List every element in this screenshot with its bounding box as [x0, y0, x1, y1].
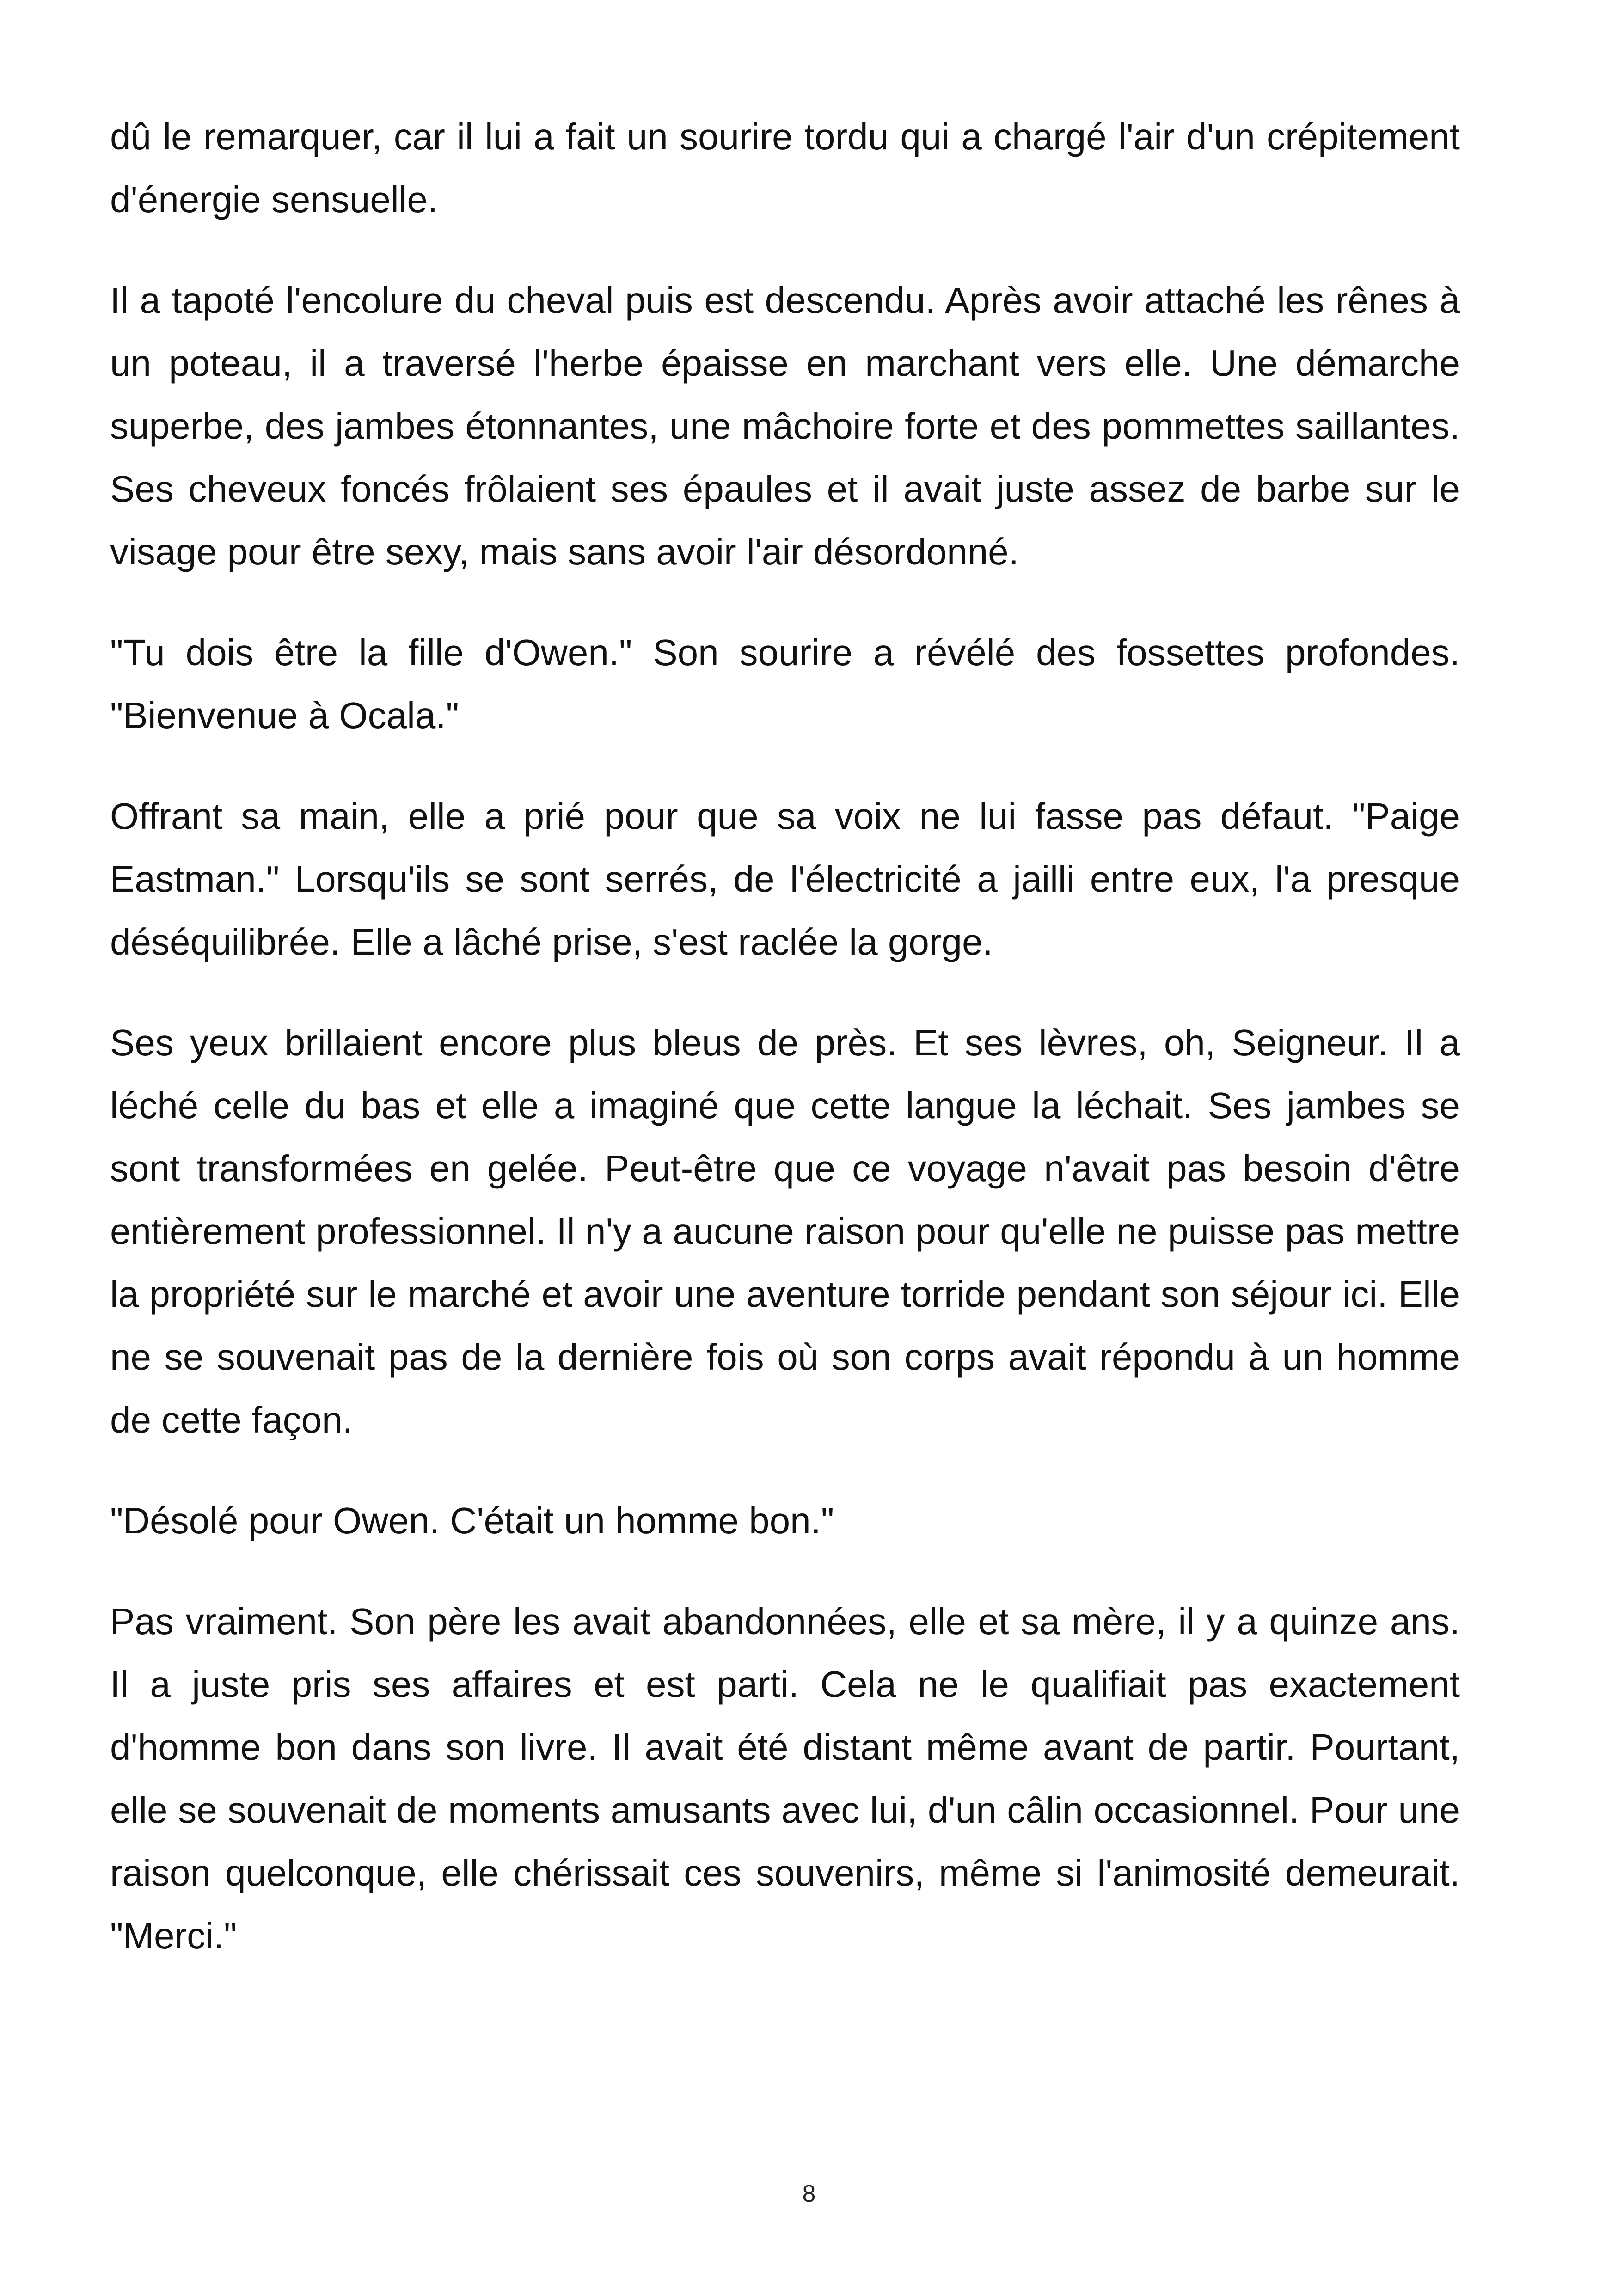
paragraph-1: dû le remarquer, car il lui a fait un sourire tordu qui a chargé l'air d'un crépitement d'énergie sensuelle. — [110, 116, 1460, 220]
body-text — [110, 105, 1460, 2005]
paragraph-4: Offrant sa main, elle a prié pour que sa voix ne lui fasse pas défaut. "Paige Eastman." Lorsqu'ils se sont serrés, de l'électricité a jailli entre eux, l'a presque déséquilibrée. Elle a lâché prise, s'est raclée la gorge. — [110, 796, 1460, 962]
paragraph-3: "Tu dois être la fille d'Owen." Son sourire a révélé des fossettes profondes. "Bienvenue à Ocala." — [110, 632, 1460, 736]
paragraph-6: "Désolé pour Owen. C'était un homme bon." — [110, 1500, 834, 1541]
paragraph-2: Il a tapoté l'encolure du cheval puis est descendu. Après avoir attaché les rênes à un poteau, il a traversé l'herbe épaisse en marchant vers elle. Une démarche superbe, des jambes étonnantes, une mâchoire forte et des pommettes saillantes. Ses cheveux foncés frôlaient ses épaules et il avait juste assez de barbe sur le visage pour être sexy, mais sans avoir l'air désordonné. — [110, 280, 1460, 572]
paragraph-7: Pas vraiment. Son père les avait abandonnées, elle et sa mère, il y a quinze ans. Il a juste pris ses affaires et est parti. Cela ne le qualifiait pas exactement d'homme bon dans son livre. Il avait été distant même avant de partir. Pourtant, elle se souvenait de moments amusants avec lui, d'un câlin occasionnel. Pour une raison quelconque, elle chérissait ces souvenirs, même si l'animosité demeurait. "Merci." — [110, 1601, 1460, 1956]
page-number: 8 — [802, 2180, 816, 2207]
paragraph-5: Ses yeux brillaient encore plus bleus de près. Et ses lèvres, oh, Seigneur. Il a léché celle du bas et elle a imaginé que cette langue la léchait. Ses jambes se sont transformées en gelée. Peut-être que ce voyage n'avait pas besoin d'être entièrement professionnel. Il n'y a aucune raison pour qu'elle ne puisse pas mettre la propriété sur le marché et avoir une aventure torride pendant son séjour ici. Elle ne se souvenait pas de la dernière fois où son corps avait répondu à un homme de cette façon. — [110, 1022, 1460, 1440]
